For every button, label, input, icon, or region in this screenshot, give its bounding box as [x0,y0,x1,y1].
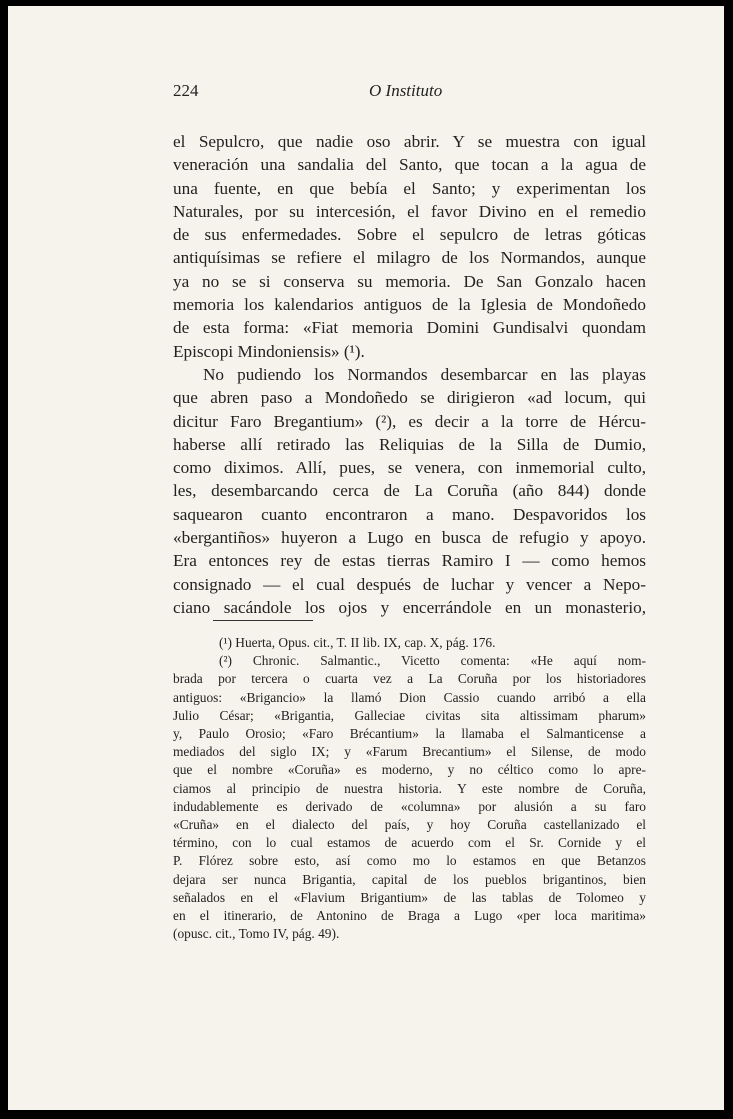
page-header [173,81,565,105]
body-line: que abren paso a Mondoñedo se dirigieron «ad locum, qui [173,388,646,408]
body-line: ciano sacándole los ojos y encerrándole en un monasterio, [173,597,646,617]
page [8,6,724,1110]
body-line: No pudiendo los Normandos desembarcar en las playas [203,364,646,384]
footnote-line: antiguos: «Brigancio» la llamó Dion Cassio cuando arribó a ella [173,689,646,705]
body-line: una fuente, en que bebía el Santo; y experimentan los [173,178,646,198]
body-line: memoria los kalendarios antiguos de la Iglesia de Mondoñedo [173,295,646,315]
footnote-line: término, con lo cual estamos de acuerdo com el Sr. Cornide y el [173,835,646,851]
footnote-line: (²) Chronic. Salmantic., Vicetto comenta: «He aquí nom- [219,653,646,669]
footnote-line: que el nombre «Coruña» es moderno, y no céltico como lo apre- [173,762,646,778]
footnote-line: dejara ser nunca Brigantia, capital de los pueblos brigantinos, bien [173,871,646,887]
footnote-line: en el itinerario, de Antonino de Braga a Lugo «per loca maritima» [173,908,646,924]
body-line: como diximos. Allí, pues, se venera, con inmemorial culto, [173,458,646,478]
body-line: Era entonces rey de estas tierras Ramiro I — como hemos [173,551,646,571]
body-line: consignado — el cual después de luchar y vencer a Nepo- [173,574,646,594]
body-line: dicitur Faro Bregantium» (²), es decir a la torre de Hércu- [173,411,646,431]
body-line: veneración una sandalia del Santo, que tocan a la agua de [173,155,646,175]
footnote-line: «Cruña» en el dialecto del país, y hoy Coruña castellanizado el [173,817,646,833]
footnote-line: brada por tercera o cuarta vez a La Coruña por los historiadores [173,671,646,687]
footnote-line: ciamos al principio de nuestra historia. Y este nombre de Coruña, [173,780,646,796]
footnote-divider [213,620,313,621]
footnote-line: Julio César; «Brigantia, Galleciae civitas sita altissimam pharum» [173,707,646,723]
body-line: antiquísimas se refiere el milagro de los Normandos, aunque [173,248,646,268]
body-line: Naturales, por su intercesión, el favor Divino en el remedio [173,201,646,221]
body-line: el Sepulcro, que nadie oso abrir. Y se muestra con igual [173,132,646,151]
body-line: «bergantiños» huyeron a Lugo en busca de refugio y apoyo. [173,528,646,548]
body-line: de esta forma: «Fiat memoria Domini Gundisalvi quondam [173,318,646,338]
body-line: haberse allí retirado las Reliquias de la Silla de Dumio, [173,434,646,454]
footnote-line: (¹) Huerta, Opus. cit., T. II lib. IX, cap. X, pág. 176. [219,635,496,650]
body-line: Episcopi Mindoniensis» (¹). [173,341,365,361]
footnotes [173,634,646,943]
footnote-line: (opusc. cit., Tomo IV, pág. 49). [173,926,340,942]
body-line: ya no se si conserva su memoria. De San Gonzalo hacen [173,271,646,291]
footnote-line: P. Flórez sobre esto, así como mo lo estamos en que Betanzos [173,853,646,869]
body-text [173,130,646,619]
footnote-line: señalados en el «Flavium Brigantium» de las tablas de Tolomeo y [173,889,646,905]
body-line: de sus enfermedades. Sobre el sepulcro de letras góticas [173,225,646,245]
body-line: les, desembarcando cerca de La Coruña (año 844) donde [173,481,646,501]
body-line: saquearon cuanto encontraron a mano. Despavoridos los [173,504,646,524]
footnote-line: indudablemente es derivado de «columna» por alusión a su faro [173,798,646,814]
footnote-line: mediados del siglo IX; y «Farum Brecantium» el Silense, de modo [173,744,646,760]
running-title: O Instituto [369,81,443,100]
footnote-line: y, Paulo Orosio; «Faro Brécantium» la llamaba el Salmanticense a [173,726,646,742]
page-number: 224 [173,81,199,100]
